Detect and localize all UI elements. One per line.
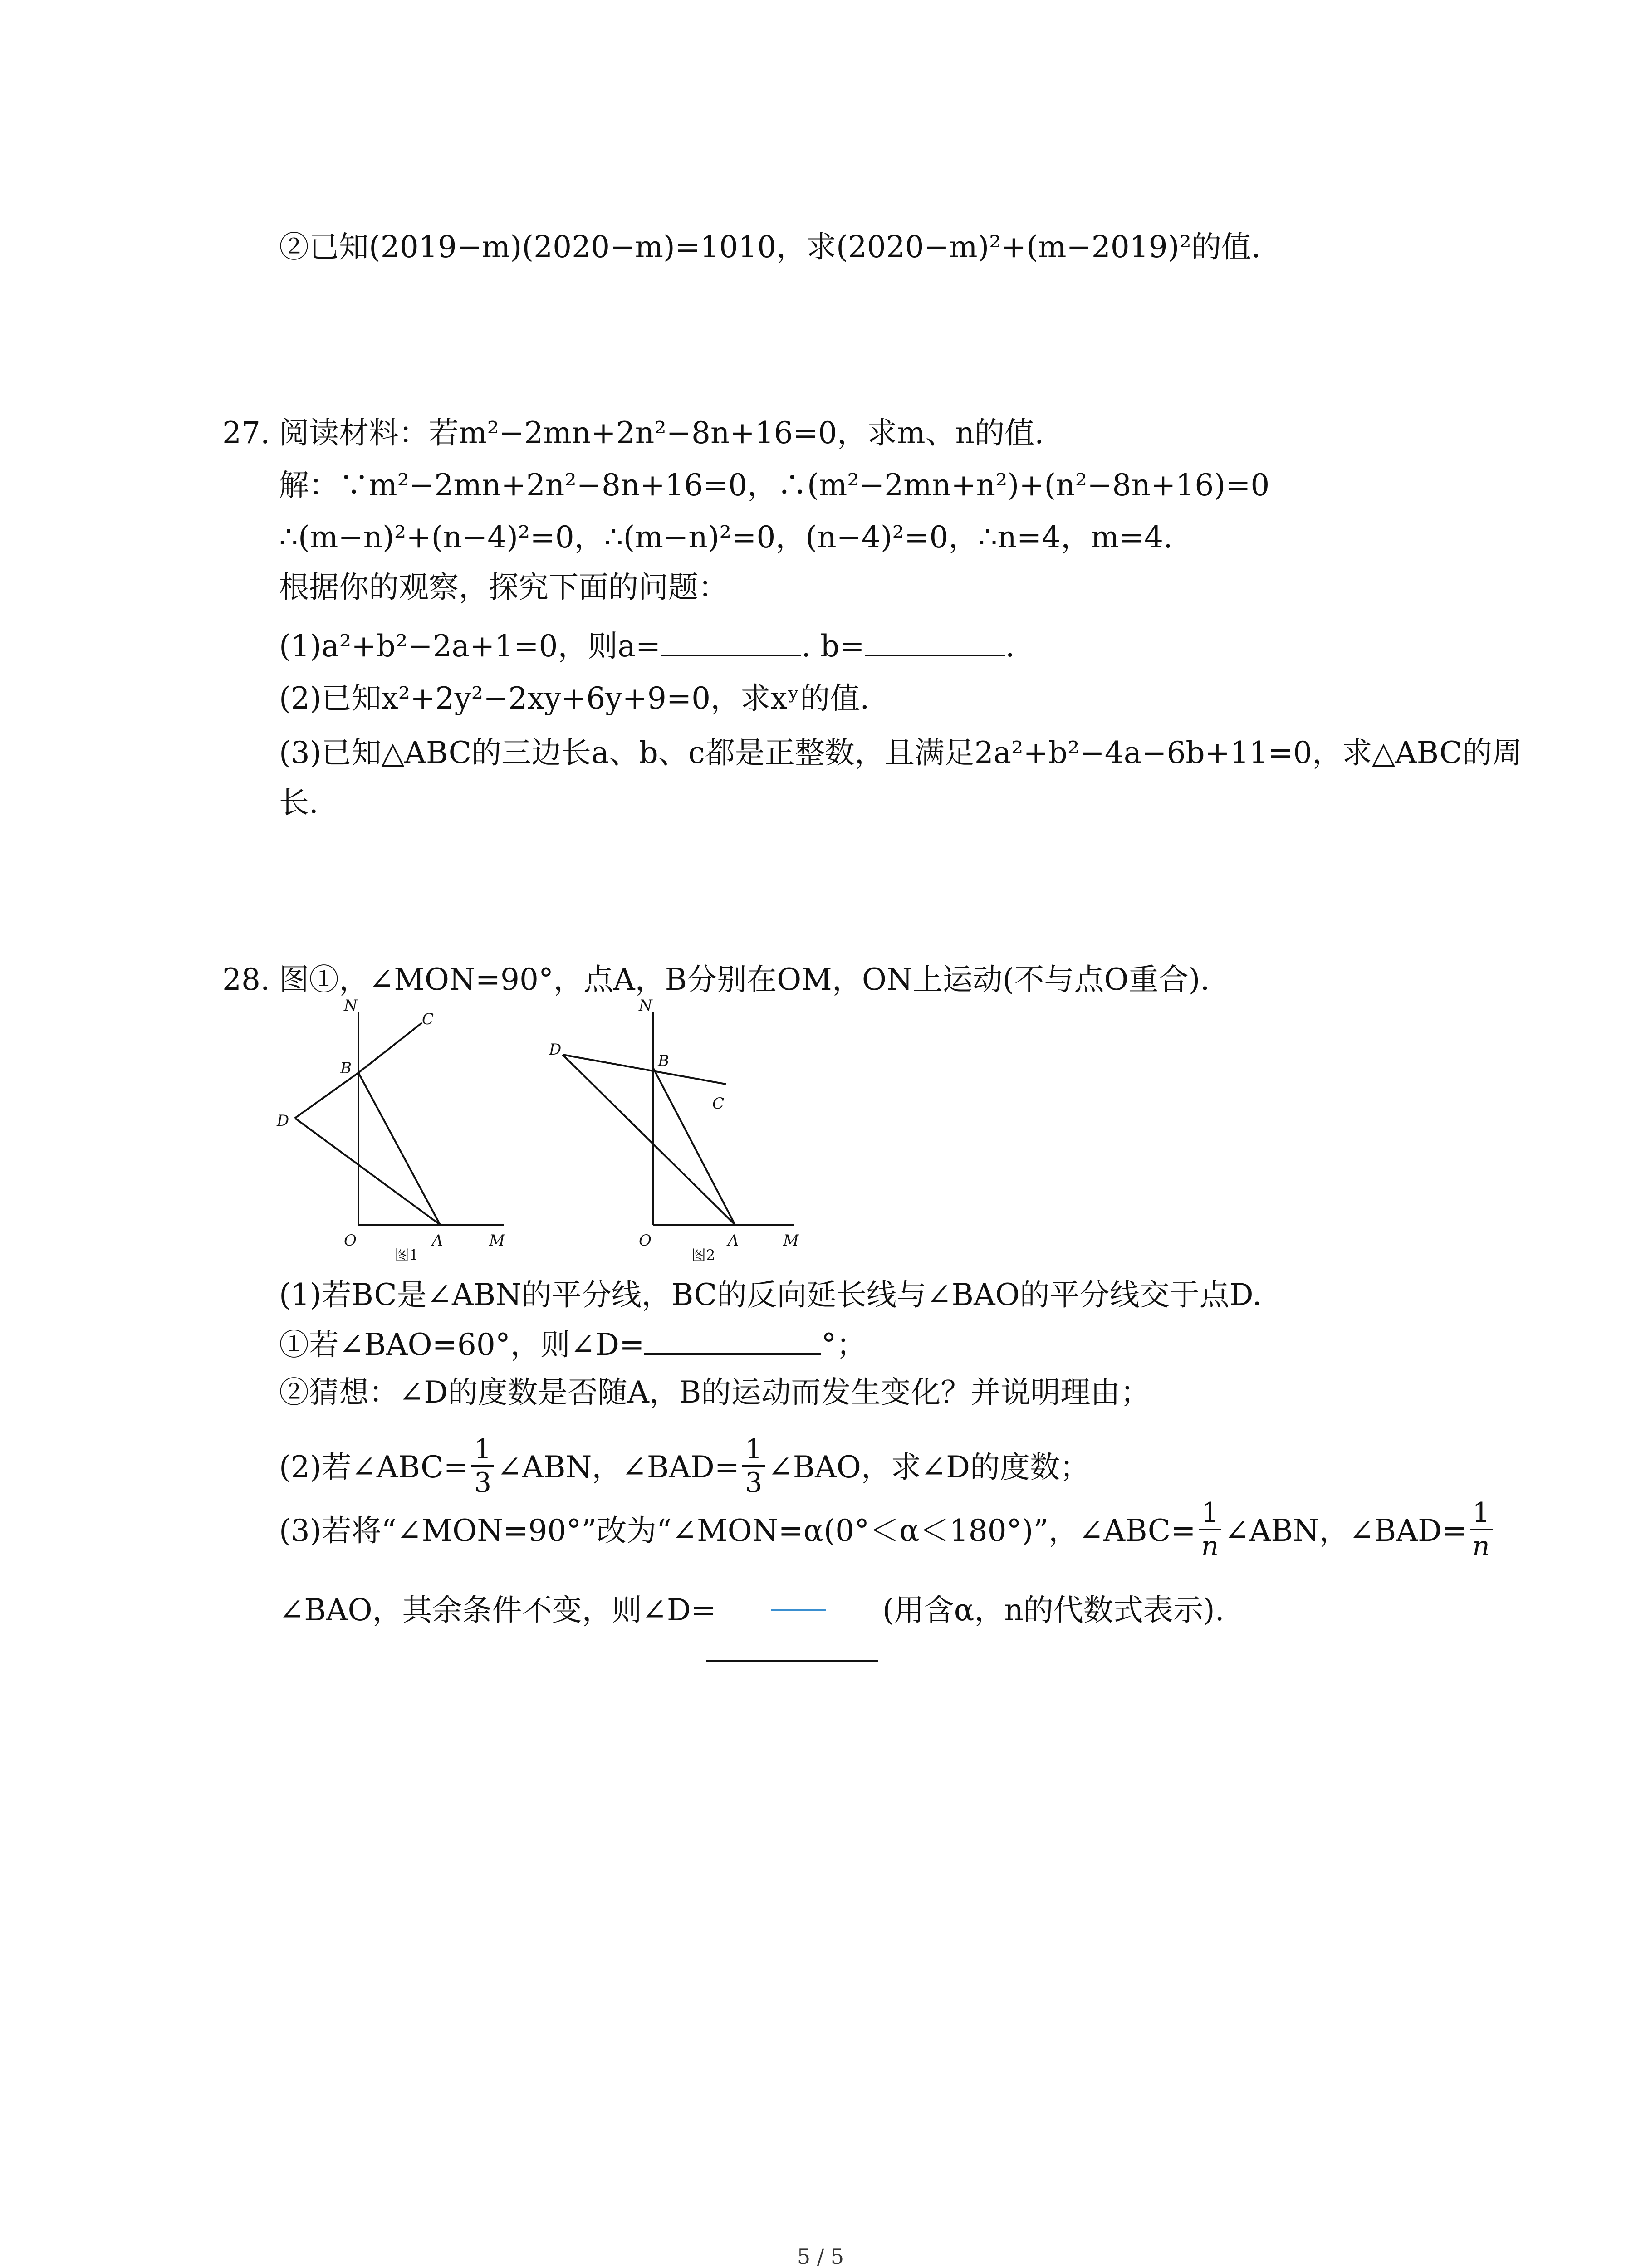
q28-part3-text-b: ∠ABN，∠BAD= <box>1224 1513 1467 1548</box>
figure-1 <box>268 998 522 1270</box>
fig2-label-n: N <box>639 998 652 1015</box>
fig1-label-o: O <box>344 1232 357 1250</box>
q27-number: 27. <box>222 415 270 450</box>
answer-blank-a[interactable] <box>661 629 801 656</box>
q27-part1-text-a: (1)a²+b²−2a+1=0，则a= <box>279 629 661 664</box>
q27-part1-end: . <box>1005 629 1015 664</box>
fig2-label-o: O <box>639 1232 652 1250</box>
q27-solution-1: 解：∵m²−2mn+2n²−8n+16=0，∴(m²−2mn+n²)+(n²−8n+16)=0 <box>279 468 1270 503</box>
fig2-label-b: B <box>658 1052 669 1070</box>
q28-number: 28. <box>222 962 270 997</box>
fig1-label-c: C <box>422 1010 434 1028</box>
q28-part3 <box>279 1492 1495 1569</box>
frac-denominator: n <box>1201 1530 1219 1562</box>
q27-title: 阅读材料：若m²−2mn+2n²−8n+16=0，求m、n的值. <box>279 415 1044 450</box>
page-number: 5 / 5 <box>797 2244 844 2268</box>
fig1-label-n: N <box>344 998 358 1015</box>
q28-part3-line2-a: ∠BAO，其余条件不变，则∠D= <box>279 1593 716 1628</box>
answer-blank-line[interactable] <box>706 1660 878 1662</box>
q28-part1-i <box>279 1327 866 1363</box>
fig2-label-m: M <box>783 1232 799 1250</box>
frac-numerator: 1 <box>1472 1497 1490 1529</box>
frac-numerator: 1 <box>745 1433 763 1465</box>
q27-part3-line2: 长. <box>279 785 318 820</box>
q28-part1-ii: ②猜想：∠D的度数是否随A，B的运动而发生变化？并说明理由； <box>279 1375 1151 1410</box>
q28-part3-text-a: (3)若将“∠MON=90°”改为“∠MON=α(0°＜α＜180°)”，∠ABC= <box>279 1513 1196 1548</box>
fraction-one-over-n-1 <box>1199 1497 1222 1562</box>
answer-placeholder-dash <box>771 1609 826 1611</box>
q28-part1-i-text: ①若∠BAO=60°，则∠D= <box>279 1327 645 1362</box>
fig1-label-m: M <box>489 1232 505 1250</box>
frac-denominator: n <box>1472 1530 1490 1562</box>
fig2-label-a: A <box>728 1232 739 1250</box>
frac-denominator: 3 <box>745 1467 763 1499</box>
q27-part1 <box>279 628 1015 665</box>
figure-2 <box>540 998 821 1270</box>
q28-title: 图①，∠MON=90°，点A，B分别在OM，ON上运动(不与点O重合). <box>279 962 1210 997</box>
frac-numerator: 1 <box>1201 1497 1219 1529</box>
q28-part2-text-a: (2)若∠ABC= <box>279 1450 469 1485</box>
q28-part1: (1)若BC是∠ABN的平分线，BC的反向延长线与∠BAO的平分线交于点D. <box>279 1277 1262 1312</box>
q27-part1-text-b: . b= <box>801 629 865 664</box>
fig1-label-b: B <box>340 1059 352 1077</box>
fraction-one-over-n-2 <box>1470 1497 1493 1562</box>
q27-part2: (2)已知x²+2y²−2xy+6y+9=0，求xʸ的值. <box>279 681 870 716</box>
fraction-one-third-2 <box>742 1433 765 1499</box>
fig1-label-a: A <box>432 1232 443 1250</box>
frac-denominator: 3 <box>474 1467 492 1499</box>
fig2-label-c: C <box>712 1095 725 1113</box>
fig2-label-d: D <box>549 1041 562 1059</box>
frac-numerator: 1 <box>474 1433 492 1465</box>
q27-solution-2: ∴(m−n)²+(n−4)²=0，∴(m−n)²=0，(n−4)²=0，∴n=4，m=4. <box>279 520 1173 555</box>
q26-part2: ②已知(2019−m)(2020−m)=1010，求(2020−m)²+(m−2019)²的值. <box>279 230 1261 264</box>
q28-part2-text-c: ∠BAO，求∠D的度数； <box>768 1450 1090 1485</box>
q28-part2-text-b: ∠ABN，∠BAD= <box>497 1450 740 1485</box>
q28-part1-i-end: °； <box>821 1327 867 1362</box>
q28-part3-line2-b: (用含α，n的代数式表示). <box>882 1593 1225 1628</box>
fig1-label-d: D <box>277 1112 289 1130</box>
q27-prompt: 根据你的观察，探究下面的问题： <box>279 570 728 605</box>
answer-blank-angle-d[interactable] <box>644 1328 821 1355</box>
fraction-one-third-1 <box>471 1433 494 1499</box>
q27-part3-line1: (3)已知△ABC的三边长a、b、c都是正整数，且满足2a²+b²−4a−6b+11=0，求△ABC的周 <box>279 735 1522 770</box>
answer-blank-b[interactable] <box>865 629 1005 656</box>
fig2-caption: 图2 <box>691 1246 715 1264</box>
fig1-caption: 图1 <box>395 1246 419 1264</box>
